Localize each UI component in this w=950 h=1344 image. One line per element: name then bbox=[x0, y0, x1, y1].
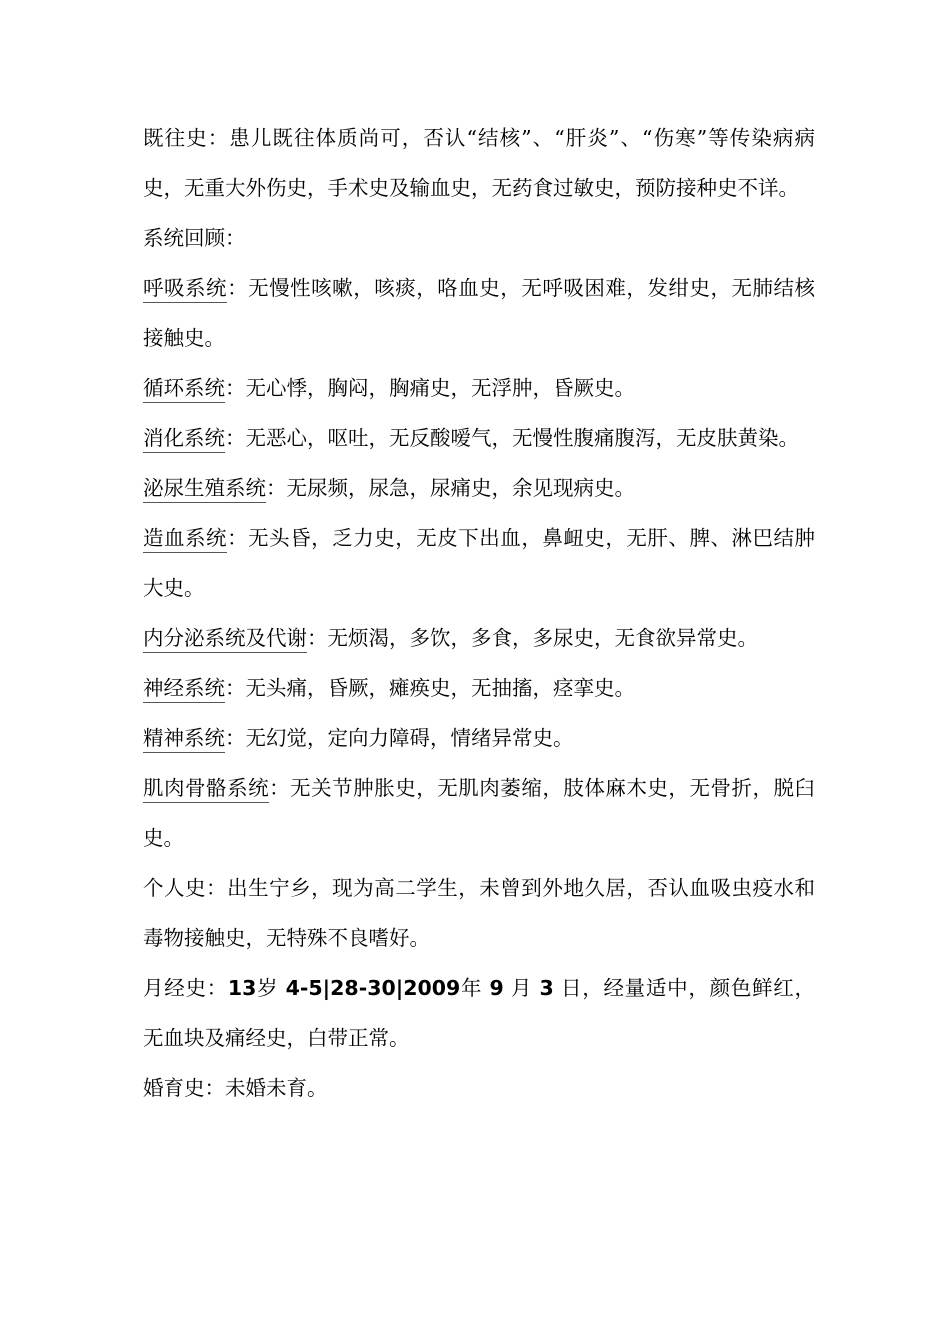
digestive-system-text: 无恶心，呕吐，无反酸嗳气，无慢性腹痛腹泻，无皮肤黄染。 bbox=[245, 426, 799, 450]
menstrual-history-paragraph bbox=[143, 963, 815, 1063]
urogenital-system-label: 泌尿生殖系统 bbox=[143, 476, 266, 503]
mental-system-sep: ： bbox=[225, 726, 246, 750]
respiratory-system-text: 无慢性咳嗽，咳痰，咯血史，无呼吸困难，发绀史，无肺结核接触史。 bbox=[143, 276, 816, 350]
menarche-age: 13 bbox=[227, 976, 257, 1000]
marital-history-text: 未婚未育。 bbox=[225, 1076, 328, 1100]
hematopoietic-system-sep: ： bbox=[227, 526, 249, 550]
digestive-system-sep: ： bbox=[225, 426, 246, 450]
musculoskeletal-system-paragraph bbox=[143, 763, 815, 863]
mental-system-label: 精神系统 bbox=[143, 726, 225, 753]
urogenital-system-text: 无尿频，尿急，尿痛史，余见现病史。 bbox=[286, 476, 635, 500]
nervous-system-paragraph bbox=[143, 663, 815, 713]
marital-history-label: 婚育史： bbox=[143, 1076, 225, 1100]
mental-system-text: 无幻觉，定向力障碍，情绪异常史。 bbox=[245, 726, 574, 750]
day-unit: 日 bbox=[561, 976, 583, 1000]
respiratory-system-sep: ： bbox=[227, 276, 249, 300]
past-history-text: 患儿既往体质尚可，否认“结核”、“肝炎”、“伤寒”等传染病病史，无重大外伤史，手术史及输血史，无药食过敏史，预防接种史不详。 bbox=[143, 126, 815, 200]
urogenital-system-paragraph bbox=[143, 463, 815, 513]
urogenital-system-sep: ： bbox=[266, 476, 287, 500]
system-review-label: 系统回顾： bbox=[143, 226, 246, 250]
menstrual-history-label: 月经史： bbox=[143, 976, 228, 1000]
circulatory-system-paragraph bbox=[143, 363, 815, 413]
past-history-paragraph bbox=[143, 113, 815, 213]
endocrine-system-text: 无烦渴，多饮，多食，多尿史，无食欲异常史。 bbox=[327, 626, 758, 650]
system-review-heading bbox=[143, 213, 815, 263]
circulatory-system-label: 循环系统 bbox=[143, 376, 225, 403]
hematopoietic-system-paragraph bbox=[143, 513, 815, 613]
year-unit: 年 bbox=[460, 976, 483, 1000]
menstrual-history-text: ，经量适中，颜色鲜红，无血块及痛经史，白带正常。 bbox=[143, 976, 815, 1050]
musculoskeletal-system-sep: ： bbox=[269, 776, 291, 800]
lmp-day: 3 bbox=[539, 976, 554, 1000]
hematopoietic-system-label: 造血系统 bbox=[143, 526, 227, 553]
musculoskeletal-system-text: 无关节肿胀史，无肌肉萎缩，肢体麻木史，无骨折，脱臼史。 bbox=[143, 776, 816, 850]
nervous-system-text: 无头痛，昏厥，瘫痪史，无抽搐，痉挛史。 bbox=[245, 676, 635, 700]
personal-history-label: 个人史： bbox=[143, 876, 228, 900]
personal-history-text: 出生宁乡，现为高二学生，未曾到外地久居，否认血吸虫疫水和毒物接触史，无特殊不良嗜好。 bbox=[143, 876, 816, 950]
personal-history-paragraph bbox=[143, 863, 815, 963]
age-unit: 岁 bbox=[256, 976, 279, 1000]
musculoskeletal-system-label: 肌肉骨骼系统 bbox=[143, 776, 269, 803]
respiratory-system-label: 呼吸系统 bbox=[143, 276, 227, 303]
endocrine-system-sep: ： bbox=[307, 626, 328, 650]
past-history-label: 既往史： bbox=[143, 126, 230, 150]
hematopoietic-system-text: 无头昏，乏力史，无皮下出血，鼻衄史，无肝、脾、淋巴结肿大史。 bbox=[143, 526, 816, 600]
digestive-system-paragraph bbox=[143, 413, 815, 463]
circulatory-system-sep: ： bbox=[225, 376, 246, 400]
duration-cycle: 4-5|28-30|2009 bbox=[285, 976, 461, 1000]
month-unit: 月 bbox=[511, 976, 533, 1000]
respiratory-system-paragraph bbox=[143, 263, 815, 363]
digestive-system-label: 消化系统 bbox=[143, 426, 225, 453]
circulatory-system-text: 无心悸，胸闷，胸痛史，无浮肿，昏厥史。 bbox=[245, 376, 635, 400]
nervous-system-sep: ： bbox=[225, 676, 246, 700]
endocrine-system-label: 内分泌系统及代谢 bbox=[143, 626, 307, 653]
marital-history-paragraph bbox=[143, 1063, 815, 1113]
document-page bbox=[143, 113, 815, 1113]
endocrine-system-paragraph bbox=[143, 613, 815, 663]
mental-system-paragraph bbox=[143, 713, 815, 763]
nervous-system-label: 神经系统 bbox=[143, 676, 225, 703]
lmp-month: 9 bbox=[489, 976, 504, 1000]
